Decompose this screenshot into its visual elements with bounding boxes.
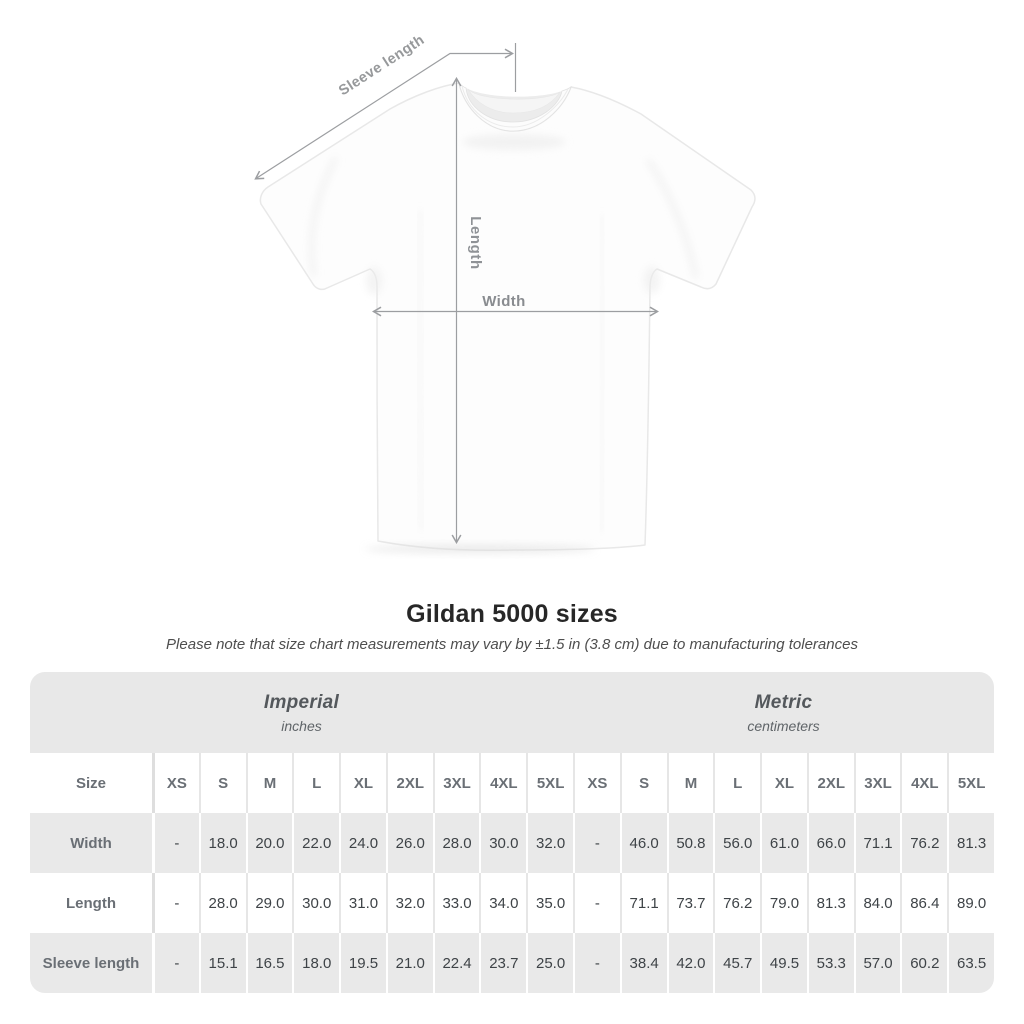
sleeve-length-label: Sleeve length <box>336 32 428 100</box>
value-cell: 46.0 <box>620 813 667 873</box>
size-header-imperial: 5XL <box>526 753 573 813</box>
tshirt-outline <box>260 83 755 550</box>
value-cell: 73.7 <box>667 873 714 933</box>
row-label-width: Width <box>30 813 152 873</box>
width-label: Width <box>482 293 526 310</box>
value-cell: 23.7 <box>479 933 526 993</box>
size-header-imperial: S <box>199 753 246 813</box>
value-cell: 86.4 <box>900 873 947 933</box>
value-cell: 49.5 <box>760 933 807 993</box>
value-cell: 32.0 <box>386 873 433 933</box>
row-label-sleeve-length: Sleeve length <box>30 933 152 993</box>
unit-group-imperial <box>30 672 573 753</box>
armpit-shadow-right <box>644 266 660 294</box>
value-cell: 30.0 <box>479 813 526 873</box>
value-cell: 22.0 <box>292 813 339 873</box>
unit-group-metric <box>573 672 994 753</box>
value-cell: - <box>152 813 199 873</box>
value-cell: 19.5 <box>339 933 386 993</box>
value-cell: 28.0 <box>199 873 246 933</box>
size-table <box>30 672 994 993</box>
length-label: Length <box>467 216 484 270</box>
size-header-metric: XL <box>760 753 807 813</box>
value-cell: 71.1 <box>620 873 667 933</box>
value-cell: 81.3 <box>807 873 854 933</box>
value-cell: 76.2 <box>900 813 947 873</box>
size-header-metric: XS <box>573 753 620 813</box>
size-header-imperial: 3XL <box>433 753 480 813</box>
value-cell: 24.0 <box>339 813 386 873</box>
value-cell: 15.1 <box>199 933 246 993</box>
page-subtitle: Please note that size chart measurements may vary by ±1.5 in (3.8 cm) due to manufacturing tolerances <box>166 636 858 653</box>
value-cell: 31.0 <box>339 873 386 933</box>
hem-shadow <box>365 545 595 554</box>
value-cell: 32.0 <box>526 813 573 873</box>
value-cell: 38.4 <box>620 933 667 993</box>
value-cell: 89.0 <box>947 873 994 933</box>
imperial-label: Imperial <box>263 691 340 713</box>
row-label-length: Length <box>30 873 152 933</box>
metric-label: Metric <box>754 691 813 713</box>
size-header-metric: L <box>713 753 760 813</box>
value-cell: 22.4 <box>433 933 480 993</box>
armpit-shadow-left <box>366 267 382 295</box>
size-header-imperial: 2XL <box>386 753 433 813</box>
value-cell: 20.0 <box>246 813 293 873</box>
value-cell: 28.0 <box>433 813 480 873</box>
value-cell: 57.0 <box>854 933 901 993</box>
value-cell: 61.0 <box>760 813 807 873</box>
value-cell: - <box>573 813 620 873</box>
size-column-header: Size <box>30 753 152 813</box>
value-cell: 42.0 <box>667 933 714 993</box>
value-cell: 45.7 <box>713 933 760 993</box>
value-cell: 60.2 <box>900 933 947 993</box>
value-cell: 21.0 <box>386 933 433 993</box>
body-crease-right <box>601 215 603 532</box>
page-title: Gildan 5000 sizes <box>406 600 618 628</box>
size-header-metric: 5XL <box>947 753 994 813</box>
size-header-imperial: M <box>246 753 293 813</box>
size-header-imperial: L <box>292 753 339 813</box>
value-cell: 53.3 <box>807 933 854 993</box>
value-cell: 79.0 <box>760 873 807 933</box>
value-cell: 33.0 <box>433 873 480 933</box>
value-cell: 26.0 <box>386 813 433 873</box>
value-cell: 71.1 <box>854 813 901 873</box>
value-cell: 56.0 <box>713 813 760 873</box>
value-cell: 66.0 <box>807 813 854 873</box>
value-cell: 81.3 <box>947 813 994 873</box>
value-cell: - <box>573 933 620 993</box>
tshirt-illustration <box>260 83 755 554</box>
value-cell: 50.8 <box>667 813 714 873</box>
size-header-imperial: XS <box>152 753 199 813</box>
value-cell: 18.0 <box>292 933 339 993</box>
metric-unit: centimeters <box>747 717 820 734</box>
value-cell: 63.5 <box>947 933 994 993</box>
value-cell: 30.0 <box>292 873 339 933</box>
value-cell: 16.5 <box>246 933 293 993</box>
value-cell: 18.0 <box>199 813 246 873</box>
size-header-metric: S <box>620 753 667 813</box>
imperial-unit: inches <box>281 717 322 734</box>
value-cell: - <box>152 933 199 993</box>
size-header-metric: M <box>667 753 714 813</box>
size-header-metric: 2XL <box>807 753 854 813</box>
size-header-imperial: XL <box>339 753 386 813</box>
value-cell: 25.0 <box>526 933 573 993</box>
size-header-metric: 4XL <box>900 753 947 813</box>
value-cell: 84.0 <box>854 873 901 933</box>
size-header-imperial: 4XL <box>479 753 526 813</box>
value-cell: 29.0 <box>246 873 293 933</box>
size-header-metric: 3XL <box>854 753 901 813</box>
value-cell: - <box>152 873 199 933</box>
value-cell: 34.0 <box>479 873 526 933</box>
value-cell: 35.0 <box>526 873 573 933</box>
value-cell: - <box>573 873 620 933</box>
value-cell: 76.2 <box>713 873 760 933</box>
collar-shadow <box>462 134 566 150</box>
